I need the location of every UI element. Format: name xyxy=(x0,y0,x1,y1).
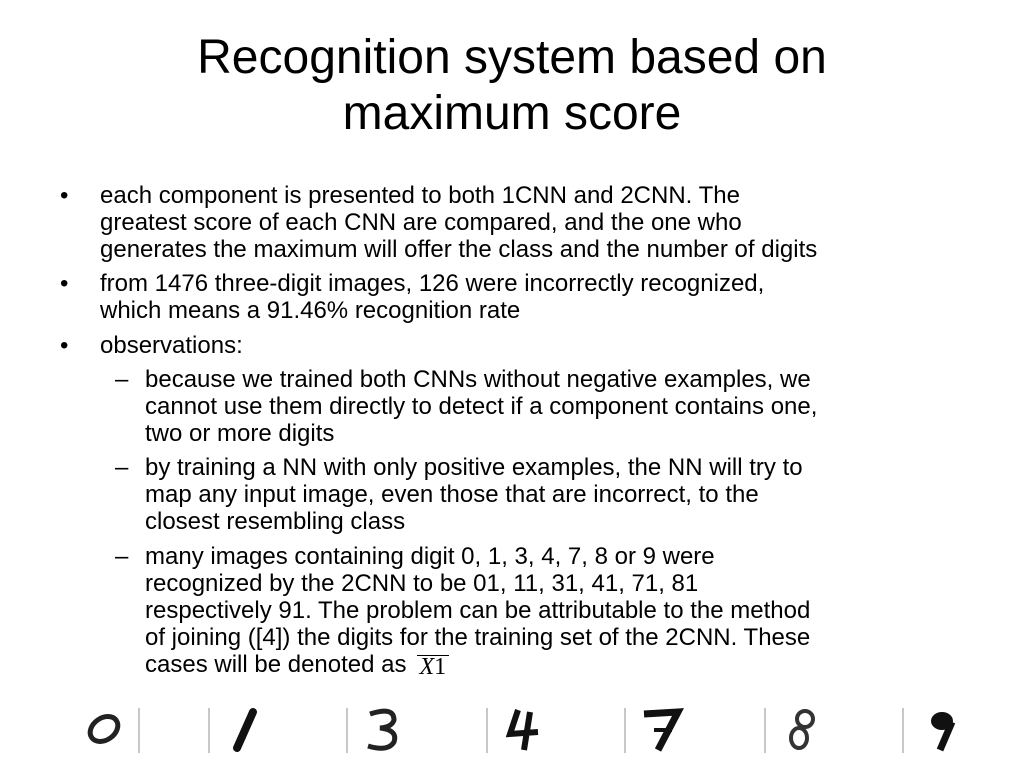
digit-4-image xyxy=(494,700,554,756)
digit-image-strip xyxy=(60,700,1010,760)
sub-bullet-marker: – xyxy=(115,366,129,393)
image-separator xyxy=(764,708,766,753)
bullet1-line3: generates the maximum will offer the class and the number of digits xyxy=(100,236,818,263)
digit-0-image xyxy=(74,700,134,756)
bullet2-line2: which means a 91.46% recognition rate xyxy=(100,297,521,324)
image-separator xyxy=(902,708,904,753)
digit-3-image xyxy=(354,700,414,756)
sub3-line4: of joining ([4]) the digits for the training set of the 2CNN. These xyxy=(145,624,811,651)
sub3-line5 xyxy=(145,651,449,679)
sub1-line2: cannot use them directly to detect if a component contains one, xyxy=(145,393,818,420)
bullet2-line1: from 1476 three-digit images, 126 were incorrectly recognized, xyxy=(100,270,765,297)
image-separator xyxy=(346,708,348,753)
slide-title xyxy=(60,30,964,142)
bullet-marker: • xyxy=(60,332,69,359)
x-one-bar-symbol xyxy=(417,655,450,678)
sub2-line3: closest resembling class xyxy=(145,508,406,535)
image-separator xyxy=(138,708,140,753)
sub2-line1: by training a NN with only positive examples, the NN will try to xyxy=(145,454,803,481)
math-x: X xyxy=(419,654,435,680)
sub1-line3: two or more digits xyxy=(145,420,335,447)
digit-9-image xyxy=(912,700,972,756)
sub3-line3: respectively 91. The problem can be attributable to the method xyxy=(145,597,811,624)
bullet1-line1: each component is presented to both 1CNN and 2CNN. The xyxy=(100,182,740,209)
digit-7-image xyxy=(632,700,692,756)
sub-bullet-marker: – xyxy=(115,543,129,570)
sub2-line2: map any input image, even those that are incorrect, to the xyxy=(145,481,759,508)
image-separator xyxy=(486,708,488,753)
sub3-line1: many images containing digit 0, 1, 3, 4, 7, 8 or 9 were xyxy=(145,543,715,570)
digit-8-image xyxy=(772,700,832,756)
digit-1-image xyxy=(215,700,275,756)
sub3-line2: recognized by the 2CNN to be 01, 11, 31, 41, 71, 81 xyxy=(145,570,699,597)
image-separator xyxy=(624,708,626,753)
bullet-marker: • xyxy=(60,182,69,209)
math-one: 1 xyxy=(434,654,447,680)
title-line-2: maximum score xyxy=(342,87,682,140)
sub1-line1: because we trained both CNNs without negative examples, we xyxy=(145,366,811,393)
bullet3-text: observations: xyxy=(100,332,243,359)
title-line-1: Recognition system based on xyxy=(197,31,827,84)
sub3-line5-text: cases will be denoted as xyxy=(145,651,407,678)
bullet1-line2: greatest score of each CNN are compared, and the one who xyxy=(100,209,742,236)
image-separator xyxy=(208,708,210,753)
sub-bullet-marker: – xyxy=(115,454,129,481)
bullet-marker: • xyxy=(60,270,69,297)
